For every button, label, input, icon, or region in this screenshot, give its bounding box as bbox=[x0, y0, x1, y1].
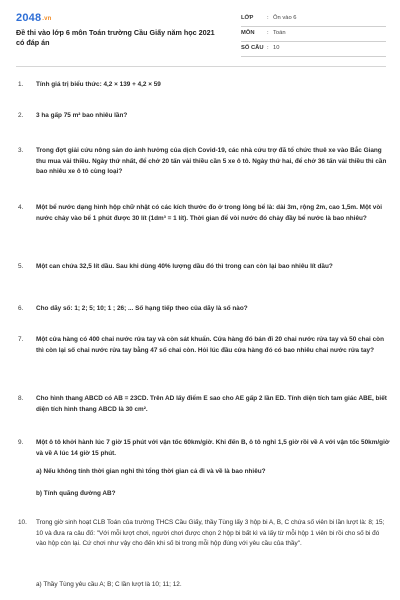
info-value: Ôn vào 6 bbox=[273, 15, 297, 21]
question-text: Trong giờ sinh hoạt CLB Toán của trường THCS Cầu Giấy, thầy Tùng lấy 3 hộp bi A, B, C chứa số viên bi lần lượt là: 8; 15; 10 và đưa ra câu đố: "Với mỗi lượt chơi, người chơi được chọn 2 hộp bi bất kì và lấy từ mỗi hộp 1 viên bi rồi cho số bi đó vào hộp còn lại. Cứ chơi như vậy cho đến khi số bi trong mỗi hộp đúng với yêu cầu của thầy". bbox=[36, 519, 385, 547]
header-divider bbox=[16, 66, 386, 67]
info-row-subject bbox=[241, 27, 386, 42]
question-number: 8. bbox=[18, 395, 24, 402]
info-label: LỚP bbox=[241, 15, 254, 21]
logo-suffix: .vn bbox=[42, 16, 52, 22]
question-number: 4. bbox=[18, 204, 24, 211]
info-row-class bbox=[241, 12, 386, 27]
question-text: Tính giá trị biểu thức: 4,2 × 139 + 4,2 × 59 bbox=[36, 81, 161, 88]
question-text: Một cửa hàng có 400 chai nước rửa tay và còn sát khuẩn. Cửa hàng đó bán đi 20 chai nước rửa tay và 50 chai còn thì còn lại số chai nước rửa tay bằng 47 số chai còn. Hỏi lúc đầu cửa hàng đó có bao nhiêu chai nước rửa tay? bbox=[36, 336, 384, 354]
question-9-part-b: b) Tính quãng đường AB? bbox=[36, 490, 116, 497]
question-text: Trong đợt giải cứu nông sản do ảnh hưởng của dịch Covid-19, các nhà cứu trợ đã tổ chức thuê xe vào Bắc Giang thu mua vải thiều. Ngày thứ nhất, để chở 20 tấn vải thiều cần 5 xe ô tô. Ngày thứ hai, để chở 36 tấn vải thiều thì cần bao nhiêu xe ô tô cùng loại? bbox=[36, 147, 387, 175]
info-colon: : bbox=[267, 45, 269, 51]
question-10-part-a: a) Thầy Tùng yêu cầu A; B; C lần lượt là 10; 11; 12. bbox=[36, 581, 182, 588]
question-number: 6. bbox=[18, 305, 24, 312]
worksheet-header bbox=[16, 12, 386, 60]
info-value: Toán bbox=[273, 30, 286, 36]
info-underline bbox=[241, 56, 386, 57]
question-number: 10. bbox=[18, 519, 27, 526]
question-text: Một ô tô khởi hành lúc 7 giờ 15 phút với vận tốc 60km/giờ. Khi đến B, ô tô nghỉ 1,5 giờ rồi về A với vận tốc 50km/giờ và về A lúc 14 giờ 15 phút. bbox=[36, 439, 390, 457]
logo-number: 2048 bbox=[16, 12, 42, 24]
question-number: 3. bbox=[18, 147, 24, 154]
question-text: Một bể nước dạng hình hộp chữ nhật có các kích thước đo ở trong lòng bể là: dài 3m, rộng 2m, cao 1,5m. Một vòi nước chảy vào bể 1 phút được 30 lít (1dm³ = 1 lít). Thời gian để vòi nước đó chảy đầy bể nước là bao nhiêu? bbox=[36, 204, 383, 222]
question-9-part-a: a) Nếu không tính thời gian nghỉ thì tổng thời gian cả đi và về là bao nhiêu? bbox=[36, 468, 266, 475]
site-logo[interactable] bbox=[16, 12, 52, 24]
info-label: SỐ CÂU bbox=[241, 45, 264, 51]
question-text: Một can chứa 32,5 lít dầu. Sau khi dùng 40% lượng dầu đó thì trong can còn lại bao nhiêu lít dầu? bbox=[36, 263, 333, 270]
info-label: MÔN bbox=[241, 30, 255, 36]
question-number: 9. bbox=[18, 439, 24, 446]
info-colon: : bbox=[267, 15, 269, 21]
title-line-1: Đề thi vào lớp 6 môn Toán trường Cầu Giấy năm học 2021 bbox=[16, 28, 215, 37]
page-title bbox=[16, 28, 246, 48]
info-table bbox=[241, 12, 386, 57]
question-number: 7. bbox=[18, 336, 24, 343]
info-value: 10 bbox=[273, 45, 280, 51]
question-text: Cho dãy số: 1; 2; 5; 10; 1 ; 26; ... Số hạng tiếp theo của dãy là số nào? bbox=[36, 305, 248, 312]
question-number: 5. bbox=[18, 263, 24, 270]
info-row-question-count bbox=[241, 42, 386, 57]
question-text: Cho hình thang ABCD có AB = 23CD. Trên AD lấy điểm E sao cho AE gấp 2 lần ED. Tính diện tích tam giác ABE, biết diện tích hình thang ABCD là 30 cm². bbox=[36, 395, 387, 413]
info-colon: : bbox=[267, 30, 269, 36]
question-number: 1. bbox=[18, 81, 24, 88]
question-text: 3 ha gấp 75 m² bao nhiêu lần? bbox=[36, 112, 128, 119]
title-line-2: có đáp án bbox=[16, 38, 50, 47]
question-number: 2. bbox=[18, 112, 24, 119]
